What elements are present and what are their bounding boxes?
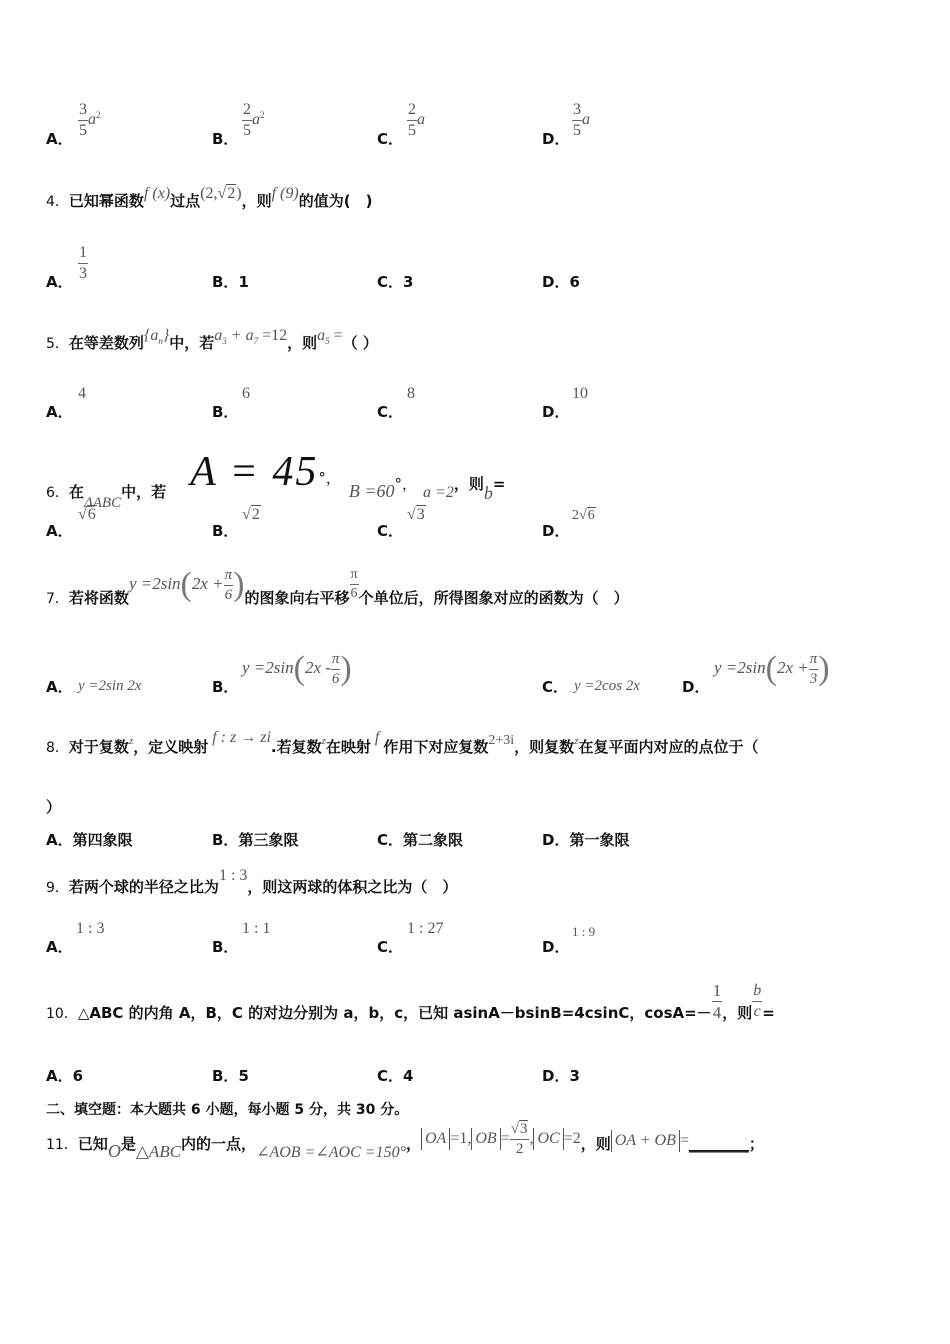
q10-option-a[interactable]: A．6 [46,1067,84,1085]
q7-options-row: A． y =2sin 2x B． y =2sin(2x - $\frac{\pi}{6}$ ) C． y =2cos 2x D． y =2sin(2x + $\frac{\pi}{3}$ ) [46,650,830,696]
q8-option-d[interactable]: D．第一象限 [542,831,630,849]
option-value: $\frac{2}{5}$ a [408,101,425,139]
q6-options-row: A． √6 B． √2 C． √3 D． 2√6 [46,506,595,540]
q8-options-row [46,829,926,851]
q8-option-c[interactable]: C．第二象限 [377,831,464,849]
option-value: $\frac{3}{5}$ $a^2$ [79,101,101,139]
question-5-stem: 5．在等差数列$\{a_n\}$中，若$a_3 + a_7 =12$，则$a_5$ =（ ） [46,327,378,352]
q4-option-b[interactable]: B．1 [212,273,249,291]
q4-options-row [46,243,926,293]
question-9-stem: 9．若两个球的半径之比为1 : 3，则这两球的体积之比为（ ） [46,867,458,896]
question-6-stem: 6．在ΔABC中，若 A = 45°，B =60°， a =2，则b= [46,449,506,511]
question-8-stem: 8．对于复数$^z$，定义映射f : z → zi.若复数$^z$在映射f作用下对应复数2+3i，则复数$^z$在复平面内对应的点位于（ [46,729,759,756]
option-label: A． [46,273,73,291]
q8-option-b[interactable]: B．第三象限 [212,831,299,849]
question-10-stem: 10．△ABC 的内角 A，B，C 的对边分别为 a，b，c，已知 asinA－bsinB=4csinC，cosA=－ $\frac{1}{4}$ ，则 $\frac{b}{c}$ = [46,981,775,1022]
question-7-stem: 7．若将函数y =2sin(2x + $\frac{\pi}{6}$ )的图象向右平移 $\frac{\pi}{6}$ 个单位后，所得图象对应的函数为（ ） [46,566,629,607]
option-value: $\frac{3}{5}$ a [573,101,590,139]
q10-option-c[interactable]: C．4 [377,1067,414,1085]
q9-options-row: A． 1 : 3 B． 1 : 1 C． 1 : 27 D． 1 : 9 [46,920,596,956]
q4-option-c[interactable]: C．3 [377,273,414,291]
option-label: C． [377,130,404,148]
option-label: A． [46,130,73,148]
question-11-stem: 11．已知O是△ABC内的一点，∠AOB =∠AOC =150°， OA =1, OB = $\frac{√3}{2}$ , OC =2，则 OA + OB =________； [46,1121,764,1162]
q10-option-b[interactable]: B．5 [212,1067,249,1085]
option-label: B． [212,130,239,148]
q8-close-paren: ） [46,798,62,816]
option-value: $\frac{2}{5}$ $a^2$ [243,101,265,139]
q5-options-row: A． 4 B． 6 C． 8 D． 10 [46,385,588,421]
section-heading: 二、填空题：本大题共 6 小题，每小题 5 分，共 30 分。 [46,1102,409,1118]
option-label: D． [542,130,570,148]
q8-option-a[interactable]: A．第四象限 [46,831,133,849]
question-4-stem: 4．已知幂函数f (x)过点(2,√2)，则f (9)的值为( ) [46,185,373,210]
q3-options-row [46,100,926,152]
q4-option-d[interactable]: D．6 [542,273,580,291]
q10-options-row [46,1065,926,1087]
q10-option-d[interactable]: D．3 [542,1067,580,1085]
option-value: $\frac{1}{3}$ [79,244,87,282]
answer-blank[interactable]: ________ [688,1135,749,1154]
